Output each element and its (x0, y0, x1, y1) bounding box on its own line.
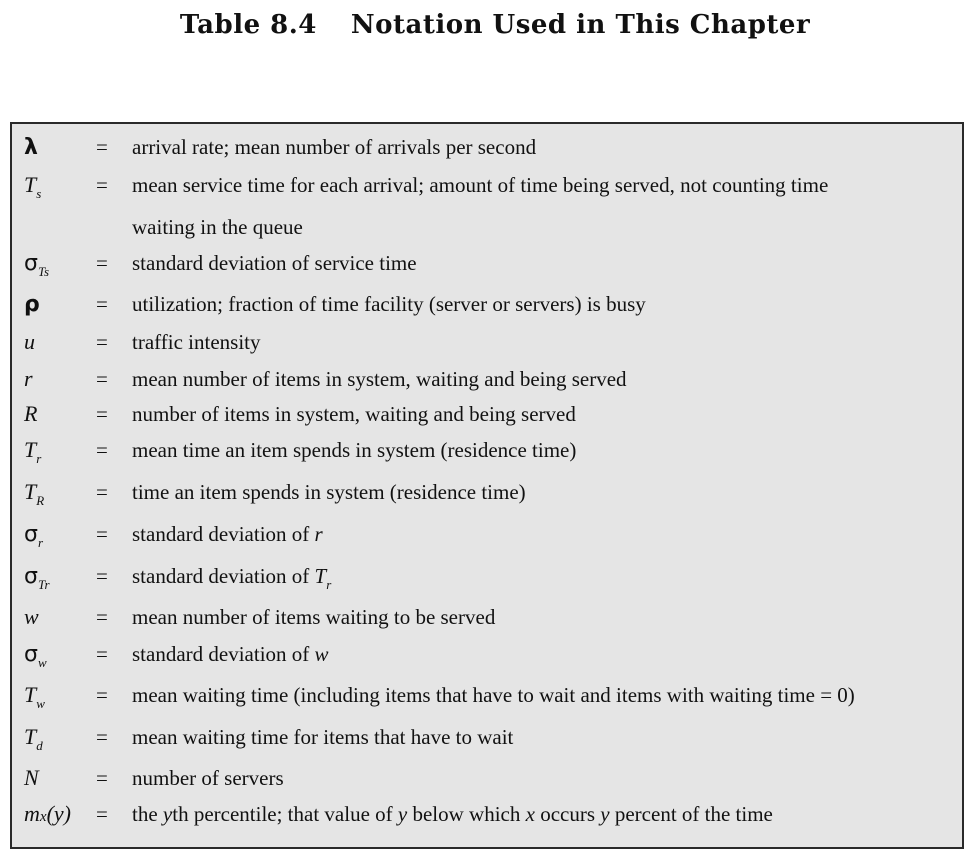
equals-sign: = (96, 438, 108, 462)
equals-sign: = (96, 330, 108, 354)
equals-sign: = (96, 766, 108, 790)
symbol: $T_s$ (24, 172, 42, 201)
definition: mean waiting time for items that have to wait (132, 725, 514, 749)
definition: mean number of items waiting to be served (132, 605, 496, 629)
definition: mean time an item spends in system (residence time) (132, 438, 577, 462)
symbol: $T_w$ (24, 682, 45, 711)
equals-sign: = (96, 402, 108, 426)
equals-sign: = (96, 725, 108, 749)
definition: utilization; fraction of time facility (server or servers) is busy (132, 292, 646, 316)
definition: number of items in system, waiting and being served (132, 402, 576, 426)
equals-sign: = (96, 292, 108, 316)
definition: time an item spends in system (residence time) (132, 480, 526, 504)
definition: number of servers (132, 766, 284, 790)
definition: arrival rate; mean number of arrivals per second (132, 135, 537, 159)
equals-sign: = (96, 564, 108, 588)
symbol: $\sigma_w$ (24, 642, 47, 670)
table-title: Notation Used in This Chapter (350, 10, 811, 40)
equals-sign: = (96, 251, 108, 275)
symbol: $\sigma_{Ts}$ (24, 251, 50, 279)
equals-sign: = (96, 480, 108, 504)
equals-sign: = (96, 135, 108, 159)
equals-sign: = (96, 522, 108, 546)
symbol: R (24, 401, 38, 426)
definition: standard deviation of $T_r$ (132, 564, 332, 592)
equals-sign: = (96, 605, 108, 629)
symbol: $T_R$ (24, 479, 45, 508)
table-number: Table 8.4 (179, 10, 317, 40)
equals-sign: = (96, 802, 108, 826)
equals-sign: = (96, 173, 108, 197)
definition: standard deviation of service time (132, 251, 417, 275)
symbol: $\sigma_{Tr}$ (24, 564, 50, 592)
symbol: $T_d$ (24, 724, 43, 753)
equals-sign: = (96, 642, 108, 666)
symbol: mx(y) (24, 801, 71, 826)
symbol: $\sigma_r$ (24, 522, 44, 550)
definition: traffic intensity (132, 330, 261, 354)
definition: standard deviation of w (132, 642, 329, 666)
definition: mean waiting time (including items that have to wait and items with waiting time = 0) (132, 683, 855, 707)
symbol: ρ (24, 292, 40, 317)
definition: mean service time for each arrival; amount of time being served, not counting time waiting in the queue (132, 173, 829, 239)
definition: the yth percentile; that value of y below which x occurs y percent of the time (132, 802, 773, 826)
notation-table (10, 122, 964, 849)
symbol: u (24, 329, 35, 354)
definition: mean number of items in system, waiting and being served (132, 367, 627, 391)
symbol: w (24, 604, 39, 629)
symbol: $T_r$ (24, 437, 42, 466)
equals-sign: = (96, 367, 108, 391)
symbol: λ (24, 135, 38, 160)
symbol: r (24, 366, 33, 391)
table-caption (0, 10, 976, 40)
definition: standard deviation of r (132, 522, 323, 546)
symbol: N (24, 765, 39, 790)
equals-sign: = (96, 683, 108, 707)
